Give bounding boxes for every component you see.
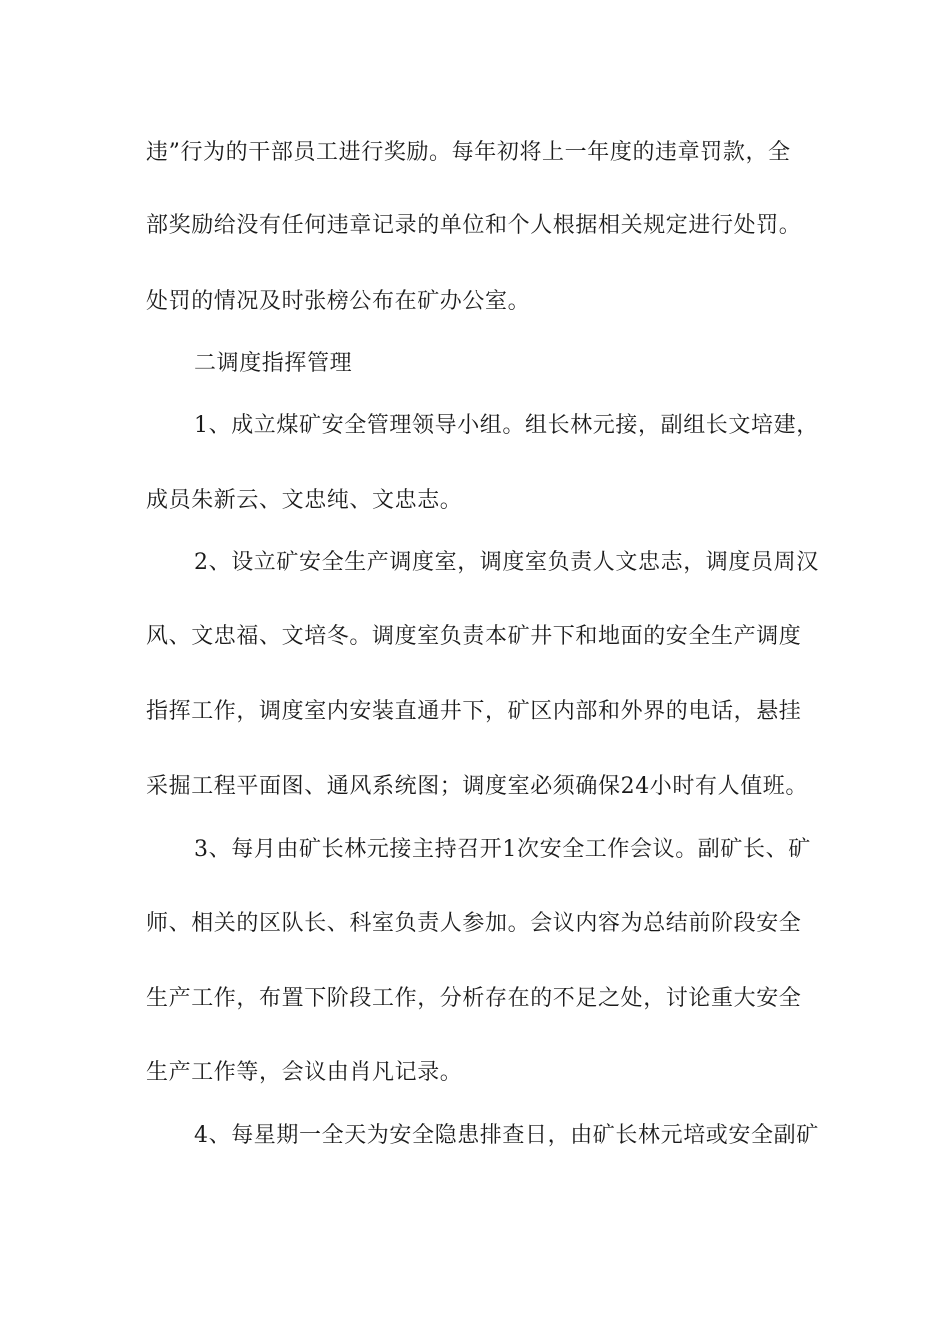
text-line: 部奖励给没有任何违章记录的单位和个人根据相关规定进行处罚。 [146,213,802,238]
text-line: 2、设立矿安全生产调度室，调度室负责人文忠志，调度员周汉 [194,550,819,575]
text-line: 生产工作等，会议由肖凡记录。 [146,1060,463,1085]
text-line: 4、每星期一全天为安全隐患排查日，由矿长林元培或安全副矿 [194,1123,819,1148]
section-heading: 二调度指挥管理 [194,351,353,376]
text-line: 采掘工程平面图、通风系统图；调度室必须确保24小时有人值班。 [146,774,808,799]
text-line: 处罚的情况及时张榜公布在矿办公室。 [146,289,531,314]
text-line: 风、文忠福、文培冬。调度室负责本矿井下和地面的安全生产调度 [146,624,802,649]
text-line: 指挥工作，调度室内安装直通井下，矿区内部和外界的电话，悬挂 [146,699,802,724]
text-line: 1、成立煤矿安全管理领导小组。组长林元接，副组长文培建， [194,413,819,438]
text-line: 生产工作，布置下阶段工作，分析存在的不足之处，讨论重大安全 [146,986,802,1011]
text-line: 3、每月由矿长林元接主持召开1次安全工作会议。副矿长、矿 [194,837,811,862]
text-line: 师、相关的区队长、科室负责人参加。会议内容为总结前阶段安全 [146,911,802,936]
text-line: 违”行为的干部员工进行奖励。每年初将上一年度的违章罚款，全 [146,140,791,165]
text-line: 成员朱新云、文忠纯、文忠志。 [146,488,463,513]
